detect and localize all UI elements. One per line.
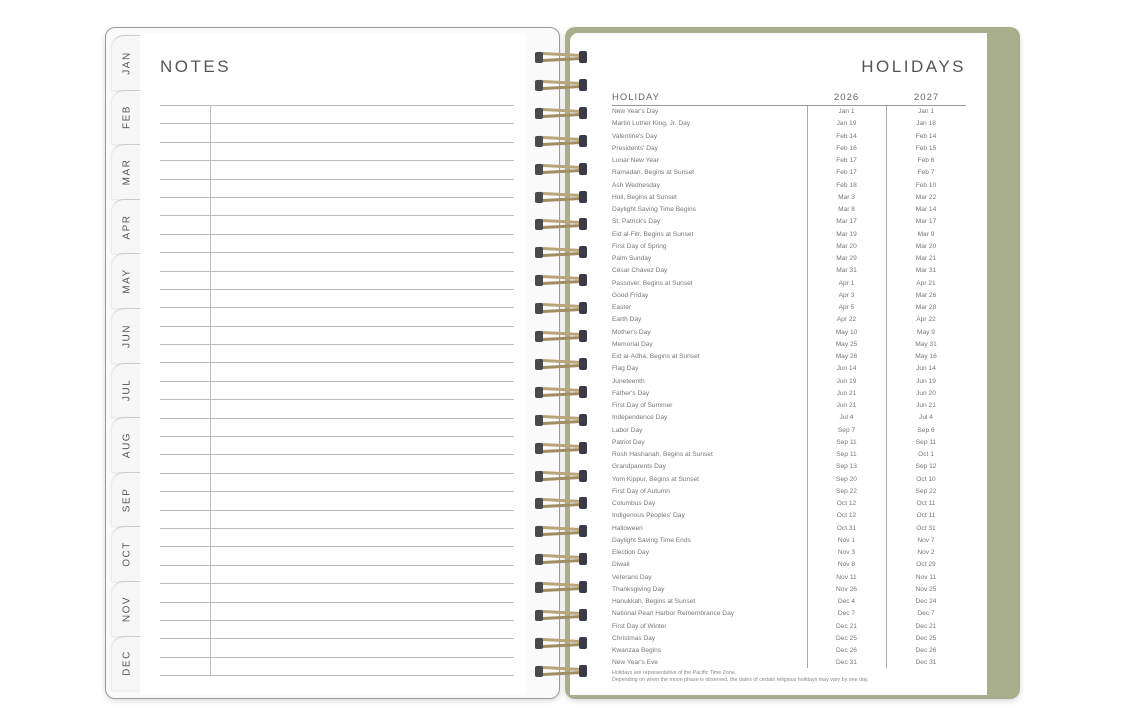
table-row [612,106,966,118]
footnote: Depending on when the moon phase is observed, the dates of certain religious holidays may vary by one day. [612,676,869,683]
date-2026: Feb 17 [836,157,857,164]
date-2026: Nov 8 [837,561,856,569]
date-2026: Sep 22 [836,487,857,495]
table-row [612,559,966,571]
date-2027: Dec 26 [915,647,937,654]
note-line [160,454,514,472]
holiday-name: Earth Day [612,316,642,324]
spiral-coil [533,162,591,176]
date-2026: Mar 29 [836,255,857,262]
month-tab-label: JUN [121,323,133,348]
holiday-name: Eid al-Fitr, Begins at Sunset [612,230,694,238]
date-2026: Jan 1 [838,108,855,115]
date-2027: Jul 4 [919,414,933,422]
table-row [612,351,966,363]
date-2026: Feb 16 [836,144,857,152]
date-2027: Mar 17 [915,218,937,226]
date-2026: Nov 1 [837,536,856,544]
date-2026: Dec 31 [836,659,857,667]
holiday-name: National Pearl Harbor Remembrance Day [612,610,735,618]
spiral-coil [533,608,591,622]
date-2027: Jan 1 [917,108,935,115]
table-row [612,523,966,535]
note-line [160,252,514,270]
date-2027: Mar 22 [915,193,937,201]
spiral-coil [533,329,591,343]
table-header [612,91,966,106]
month-tab-apr[interactable] [112,199,142,254]
date-2027: Feb 15 [915,144,937,152]
note-line [160,638,514,656]
date-2026: Mar 19 [836,230,857,238]
month-tab-label: MAY [121,268,133,294]
date-2027: Mar 26 [915,291,937,299]
note-line [160,473,514,491]
table-row [612,510,966,522]
table-row [612,400,966,412]
note-line [160,123,514,141]
date-2027: Oct 10 [916,475,936,483]
holiday-name: Presidents' Day [612,144,658,152]
header-2026: 2026 [834,92,860,103]
table-row [612,314,966,326]
note-line [160,602,514,620]
spiral-coil [533,217,591,231]
holiday-name: Memorial Day [612,340,653,348]
date-2026: Jun 14 [836,365,857,373]
holiday-name: Columbus Day [612,500,656,507]
holiday-name: Martin Luther King, Jr. Day [612,120,691,128]
date-2026: Jul 4 [839,414,854,422]
spiral-coil [533,245,591,259]
footnote: Holidays are representative of the Pacific Time Zone. [612,670,737,676]
date-2026: May 26 [835,353,858,360]
holiday-name: Easter [612,304,632,311]
holiday-name: Valentine's Day [612,132,658,140]
table-row [612,143,966,155]
month-tab-dec[interactable] [112,636,142,691]
note-line [160,620,514,638]
date-2026: Oct 12 [836,500,857,507]
holiday-name: New Year's Eve [612,659,658,667]
date-2026: May 25 [835,340,858,348]
date-2027: Jun 14 [916,365,936,373]
note-line [160,179,514,197]
holiday-name: Kwanzaa Begins [612,647,662,654]
date-2027: Nov 11 [915,573,937,581]
holiday-name: Patriot Day [612,438,645,446]
holiday-name: César Chávez Day [612,267,668,275]
table-row [612,535,966,547]
table-row [612,547,966,559]
table-row [612,425,966,437]
date-2026: Apr 22 [836,316,857,324]
date-2026: May 10 [835,328,858,336]
spiral-coil [533,50,591,64]
holiday-name: Lunar New Year [612,157,659,164]
table-row [612,192,966,204]
holiday-name: First Day of Summer [612,402,673,409]
date-2026: Mar 20 [836,242,857,250]
holiday-name: Labor Day [612,426,643,434]
month-tab-oct[interactable] [112,526,142,581]
holiday-name: Indigenous Peoples' Day [612,512,685,520]
month-tab-aug[interactable] [112,417,142,472]
holiday-name: Hanukkah, Begins at Sunset [612,598,696,605]
date-2027: Sep 6 [917,426,935,434]
notes-margin-line [210,105,211,675]
note-line [160,215,514,233]
month-tab-jan[interactable] [112,35,142,90]
note-line [160,160,514,178]
date-2027: Feb 10 [915,181,937,189]
holiday-name: New Year's Day [612,108,659,115]
spiral-coil [533,190,591,204]
date-2027: Jan 18 [916,120,936,128]
month-tab-nov[interactable] [112,581,142,636]
spiral-binding [533,50,593,690]
spiral-coil [533,301,591,315]
holidays-page [570,33,987,695]
date-2026: Sep 11 [836,451,857,458]
note-line [160,344,514,362]
table-row [612,584,966,596]
note-line [160,583,514,601]
holiday-name: Holi, Begins at Sunset [612,193,677,201]
date-2027: Jun 21 [916,402,936,409]
table-row [612,388,966,400]
date-2027: Oct 31 [916,524,936,532]
holiday-name: Veterans Day [612,573,652,581]
notes-title: NOTES [160,57,232,76]
table-row [612,437,966,449]
note-line [160,197,514,215]
date-2027: Apr 21 [916,279,936,287]
table-row [612,645,966,657]
date-2027: May 9 [917,328,935,336]
holiday-name: Diwali [612,561,630,569]
holiday-name: Christmas Day [612,634,656,642]
table-row [612,412,966,424]
note-line [160,491,514,509]
spiral-coil [533,496,591,510]
date-2026: Dec 7 [837,610,856,618]
holiday-name: Father's Day [612,389,650,397]
month-tab-label: FEB [121,105,133,130]
note-line [160,142,514,160]
date-2027: Mar 21 [915,255,937,262]
holiday-name: Flag Day [612,365,639,373]
note-line [160,675,514,693]
date-2026: Mar 8 [838,206,855,213]
table-row [612,363,966,375]
spiral-coil [533,441,591,455]
month-tab-label: AUG [121,431,133,459]
month-tab-label: DEC [121,650,133,677]
note-line [160,307,514,325]
note-line [160,381,514,399]
notes-page [140,33,526,695]
holidays-table [612,91,966,670]
holiday-name: Ash Wednesday [612,181,660,189]
table-row [612,621,966,633]
table-row [612,131,966,143]
date-2027: Dec 31 [915,659,937,667]
date-2026: Dec 4 [837,598,856,605]
table-row [612,376,966,388]
date-2027: May 16 [915,353,937,360]
table-row [612,241,966,253]
month-tab-jun[interactable] [112,308,142,363]
date-2027: Dec 24 [915,598,937,605]
date-2026: Jun 21 [836,402,857,409]
table-row [612,204,966,216]
holiday-name: First Day of Spring [612,242,667,250]
date-2026: Oct 12 [836,512,857,520]
date-2027: Mar 28 [915,304,937,311]
date-2026: Jun 21 [836,389,857,397]
table-row [612,596,966,608]
date-2027: Feb 7 [917,169,935,177]
holiday-name: Good Friday [612,291,649,299]
holiday-name: Juneteenth [612,377,645,385]
month-tab-label: JAN [121,51,133,75]
date-2026: Feb 18 [836,181,857,189]
table-row [612,339,966,351]
spiral-coil [533,273,591,287]
note-line [160,326,514,344]
date-2027: Dec 25 [915,634,937,642]
holiday-name: Mother's Day [612,328,651,336]
date-2026: Mar 31 [836,267,857,275]
table-row [612,229,966,241]
holiday-name: Thanksgiving Day [612,585,665,593]
month-tab-label: APR [121,214,133,240]
table-row [612,265,966,277]
date-2027: Jun 19 [916,377,936,385]
table-row [612,216,966,228]
date-2026: Dec 25 [836,634,857,642]
holiday-name: Palm Sunday [612,255,652,262]
holiday-name: First Day of Autumn [612,487,670,495]
date-2026: Apr 3 [838,291,855,299]
date-2026: Apr 5 [838,304,855,311]
spiral-coil [533,552,591,566]
spiral-coil [533,469,591,483]
date-2027: Oct 1 [918,451,934,458]
date-2027: Dec 7 [917,610,935,618]
table-row [612,253,966,265]
holiday-name: Grandparents Day [612,463,666,471]
spiral-coil [533,664,591,678]
date-2026: Oct 31 [836,524,857,532]
date-2026: Apr 1 [838,279,855,287]
spiral-coil [533,134,591,148]
date-2026: Dec 26 [836,647,857,654]
spiral-coil [533,636,591,650]
date-2027: Sep 11 [915,438,937,446]
date-2026: Sep 11 [836,438,857,446]
table-row [612,486,966,498]
month-tab-label: OCT [121,541,133,567]
table-row [612,608,966,620]
date-2026: Jun 19 [836,377,857,385]
holidays-title: HOLIDAYS [861,57,966,76]
month-tab-mar[interactable] [112,144,142,199]
date-2027: Mar 9 [917,230,935,238]
month-tab-label: SEP [121,487,133,512]
note-line [160,399,514,417]
holiday-name: Daylight Saving Time Ends [612,536,691,544]
date-2027: Sep 12 [915,463,937,471]
note-line [160,657,514,675]
table-row [612,498,966,510]
date-2027: Oct 11 [916,500,936,507]
month-tab-label: MAR [121,158,133,186]
date-2027: Feb 14 [915,132,937,140]
date-2026: Jan 19 [836,120,857,128]
note-line [160,105,514,123]
note-line [160,418,514,436]
holiday-name: Election Day [612,549,650,556]
spiral-coil [533,385,591,399]
date-2027: Feb 6 [917,157,935,164]
month-tabs [112,35,142,690]
spiral-coil [533,413,591,427]
month-tab-may[interactable] [112,253,142,308]
date-2027: Mar 14 [915,206,937,213]
date-2026: Mar 17 [836,218,857,226]
date-2026: Nov 3 [837,549,856,556]
table-row [612,633,966,645]
table-row [612,155,966,167]
holiday-name: Eid al-Adha, Begins at Sunset [612,353,700,360]
date-2027: Nov 25 [915,585,937,593]
spiral-coil [533,106,591,120]
date-2027: May 31 [915,340,937,348]
footnotes [612,670,869,683]
date-2026: Dec 21 [836,622,857,630]
spiral-coil [533,580,591,594]
date-2027: Dec 21 [915,622,937,630]
table-row [612,180,966,192]
date-2026: Feb 17 [836,169,857,177]
month-tab-label: JUL [121,379,133,402]
date-2027: Apr 22 [916,316,936,324]
note-line [160,362,514,380]
date-2027: Sep 22 [915,487,937,495]
holiday-name: Daylight Saving Time Begins [612,206,696,213]
date-2027: Jun 20 [916,389,936,397]
date-2027: Mar 20 [915,242,937,250]
note-line [160,436,514,454]
holiday-name: First Day of Winter [612,622,667,630]
month-tab-feb[interactable] [112,90,142,145]
table-row [612,278,966,290]
table-row [612,449,966,461]
note-line [160,510,514,528]
table-row [612,167,966,179]
note-line [160,528,514,546]
month-tab-label: NOV [121,595,133,622]
month-tab-sep[interactable] [112,472,142,527]
table-body [612,106,966,670]
spiral-coil [533,524,591,538]
holiday-name: Yom Kippur, Begins at Sunset [612,475,699,483]
holiday-name: Ramadan, Begins at Sunset [612,169,695,177]
table-row [612,461,966,473]
note-line [160,271,514,289]
holiday-name: Halloween [612,524,643,532]
month-tab-jul[interactable] [112,363,142,418]
date-2027: Oct 11 [916,512,936,520]
date-2027: Nov 2 [917,549,935,556]
table-row [612,657,966,669]
note-line [160,234,514,252]
spiral-coil [533,357,591,371]
date-2027: Mar 31 [915,267,937,275]
header-holiday: HOLIDAY [612,92,661,103]
date-2026: Sep 20 [836,475,857,483]
header-2027: 2027 [914,92,940,103]
note-line [160,565,514,583]
table-row [612,474,966,486]
date-2026: Nov 11 [836,573,857,581]
note-line [160,289,514,307]
holiday-name: Rosh Hashanah, Begins at Sunset [612,451,713,458]
notes-lines [160,105,514,694]
table-row [612,118,966,130]
holiday-name: Independence Day [612,414,668,422]
table-row [612,302,966,314]
date-2026: Nov 26 [836,585,857,593]
holiday-name: Passover, Begins at Sunset [612,279,693,287]
date-2027: Oct 29 [916,561,936,569]
date-2026: Mar 3 [838,193,855,201]
date-2027: Nov 7 [917,536,935,544]
holiday-name: St. Patrick's Day [612,218,661,226]
date-2026: Sep 7 [837,426,856,434]
date-2026: Feb 14 [836,132,857,140]
spiral-coil [533,78,591,92]
table-row [612,290,966,302]
table-row [612,327,966,339]
table-row [612,572,966,584]
date-2026: Sep 13 [836,463,857,471]
note-line [160,546,514,564]
